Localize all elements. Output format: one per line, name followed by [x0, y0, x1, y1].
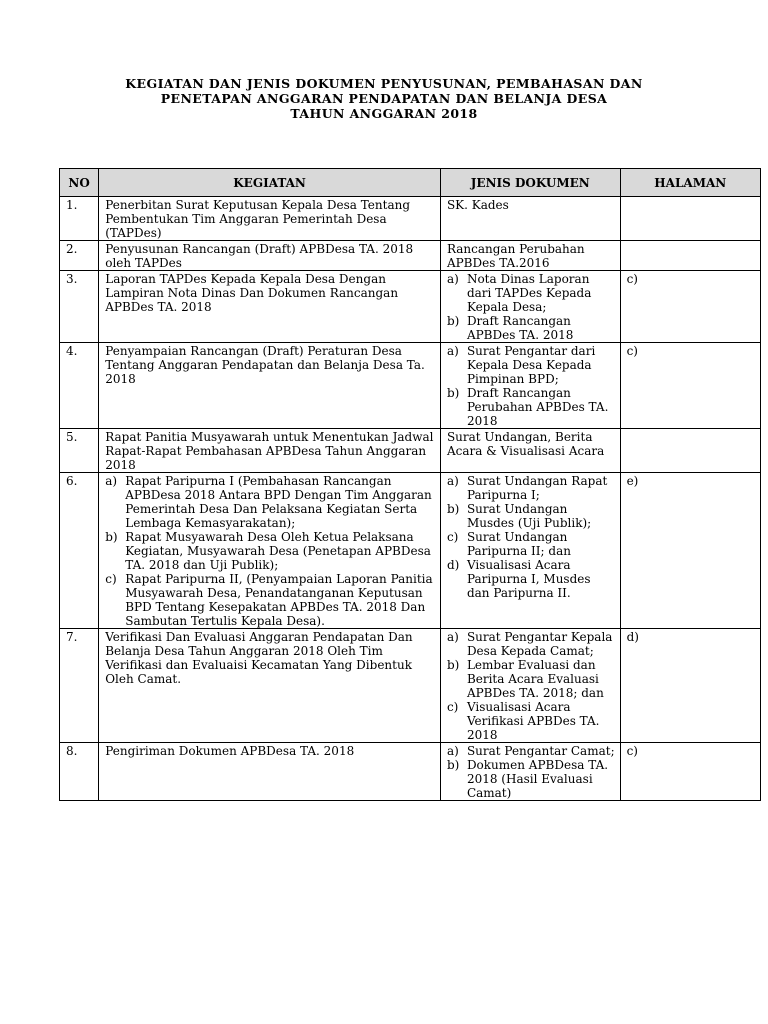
- list-marker: c): [446, 700, 459, 714]
- table-row: [60, 343, 761, 429]
- jenis-list: [447, 272, 616, 342]
- list-marker: a): [446, 344, 459, 358]
- list-item-text: Rapat Paripurna II, (Penyampaian Laporan Panitia Musyawarah Desa, Penandatanganan Keputusan BPD Tentang Kesepakatan APBDes TA. 2018 Dan Sambutan Tertulis Kepala Desa).: [125, 572, 433, 628]
- row-no: 4.: [60, 343, 99, 429]
- row-jenis-dokumen: SK. Kades: [440, 197, 620, 241]
- row-halaman: [620, 197, 760, 241]
- kegiatan-list: [105, 474, 436, 628]
- list-item-text: Visualisasi Acara Verifikasi APBDes TA. 2018: [466, 700, 600, 742]
- list-item: [447, 744, 616, 758]
- list-marker: b): [446, 658, 460, 672]
- list-item-text: Surat Undangan Musdes (Uji Publik);: [466, 502, 592, 530]
- jenis-list: [447, 344, 616, 428]
- row-no: 3.: [60, 271, 99, 343]
- row-halaman: d): [620, 629, 760, 743]
- row-halaman: e): [620, 473, 760, 629]
- list-item: [447, 474, 616, 502]
- list-item-text: Surat Undangan Paripurna II; dan: [466, 530, 571, 558]
- list-item: [105, 474, 436, 530]
- table-row: [60, 429, 761, 473]
- list-item: [447, 630, 616, 658]
- list-item-text: Rapat Musyawarah Desa Oleh Ketua Pelaksana Kegiatan, Musyawarah Desa (Penetapan APBDesa TA. 2018 dan Uji Publik);: [125, 530, 431, 572]
- list-marker: b): [446, 502, 460, 516]
- table-header-row: [60, 169, 761, 197]
- row-halaman: c): [620, 271, 760, 343]
- jenis-list: [447, 474, 616, 600]
- list-marker: d): [446, 558, 460, 572]
- table-row: [60, 197, 761, 241]
- header-no: NO: [60, 169, 99, 197]
- row-kegiatan: Laporan TAPDes Kepada Kepala Desa Dengan Lampiran Nota Dinas Dan Dokumen Rancangan APBDes TA. 2018: [99, 271, 441, 343]
- table-row: [60, 629, 761, 743]
- title-line-3: TAHUN ANGGARAN 2018: [290, 106, 478, 121]
- list-item: [447, 700, 616, 742]
- table-row: [60, 271, 761, 343]
- list-marker: c): [446, 530, 459, 544]
- row-no: 7.: [60, 629, 99, 743]
- jenis-list: [447, 630, 616, 742]
- list-item: [105, 530, 436, 572]
- list-item: [447, 386, 616, 428]
- row-kegiatan: Penyusunan Rancangan (Draft) APBDesa TA. 2018 oleh TAPDes: [99, 241, 441, 271]
- row-jenis-dokumen: [440, 743, 620, 801]
- header-kegiatan: KEGIATAN: [99, 169, 441, 197]
- list-marker: b): [105, 530, 118, 544]
- row-halaman: [620, 429, 760, 473]
- list-item: [447, 658, 616, 700]
- row-no: 2.: [60, 241, 99, 271]
- document-title: [0, 76, 768, 121]
- row-no: 6.: [60, 473, 99, 629]
- list-item-text: Lembar Evaluasi dan Berita Acara Evaluasi APBDes TA. 2018; dan: [466, 658, 604, 700]
- list-item-text: Surat Pengantar Kepala Desa Kepada Camat;: [466, 630, 613, 658]
- list-item: [447, 344, 616, 386]
- jenis-list: [447, 744, 616, 800]
- title-line-1: KEGIATAN DAN JENIS DOKUMEN PENYUSUNAN, PEMBAHASAN DAN: [125, 76, 643, 91]
- list-item: [447, 272, 616, 314]
- row-halaman: [620, 241, 760, 271]
- list-marker: b): [446, 314, 460, 328]
- row-jenis-dokumen: [440, 271, 620, 343]
- list-item-text: Surat Pengantar Camat;: [466, 744, 615, 758]
- row-no: 1.: [60, 197, 99, 241]
- row-kegiatan: Pengiriman Dokumen APBDesa TA. 2018: [99, 743, 441, 801]
- list-marker: b): [446, 386, 460, 400]
- row-no: 8.: [60, 743, 99, 801]
- list-item-text: Draft Rancangan Perubahan APBDes TA. 2018: [466, 386, 609, 428]
- list-item-text: Draft Rancangan APBDes TA. 2018: [466, 314, 574, 342]
- row-halaman: c): [620, 743, 760, 801]
- list-marker: b): [446, 758, 460, 772]
- list-item-text: Visualisasi Acara Paripurna I, Musdes dan Paripurna II.: [466, 558, 591, 600]
- row-no: 5.: [60, 429, 99, 473]
- header-jenis-dokumen: JENIS DOKUMEN: [440, 169, 620, 197]
- list-item: [447, 314, 616, 342]
- row-jenis-dokumen: Rancangan Perubahan APBDes TA.2016: [440, 241, 620, 271]
- row-kegiatan: [99, 473, 441, 629]
- table-row: [60, 743, 761, 801]
- row-jenis-dokumen: [440, 473, 620, 629]
- list-marker: a): [446, 474, 459, 488]
- title-line-2: PENETAPAN ANGGARAN PENDAPATAN DAN BELANJA DESA: [160, 91, 608, 106]
- header-halaman: HALAMAN: [620, 169, 760, 197]
- row-jenis-dokumen: Surat Undangan, Berita Acara & Visualisasi Acara: [440, 429, 620, 473]
- row-kegiatan: Penerbitan Surat Keputusan Kepala Desa Tentang Pembentukan Tim Anggaran Pemerintah Desa (TAPDes): [99, 197, 441, 241]
- list-item: [447, 558, 616, 600]
- list-marker: a): [446, 744, 459, 758]
- list-item-text: Nota Dinas Laporan dari TAPDes Kepada Kepala Desa;: [466, 272, 592, 314]
- list-item: [105, 572, 436, 628]
- list-marker: a): [446, 630, 459, 644]
- row-jenis-dokumen: [440, 343, 620, 429]
- row-halaman: c): [620, 343, 760, 429]
- list-marker: c): [105, 572, 117, 586]
- list-item: [447, 530, 616, 558]
- list-marker: a): [446, 272, 459, 286]
- activities-table: [59, 168, 761, 801]
- list-item-text: Rapat Paripurna I (Pembahasan Rancangan APBDesa 2018 Antara BPD Dengan Tim Anggaran Pemerintah Desa Dan Pelaksana Kegiatan Serta Lembaga Kemasyarakatan);: [125, 474, 432, 530]
- row-kegiatan: Rapat Panitia Musyawarah untuk Menentukan Jadwal Rapat-Rapat Pembahasan APBDesa Tahun Anggaran 2018: [99, 429, 441, 473]
- list-item: [447, 758, 616, 800]
- table-row: [60, 241, 761, 271]
- list-item-text: Dokumen APBDesa TA. 2018 (Hasil Evaluasi Camat): [466, 758, 609, 800]
- row-kegiatan: Verifikasi Dan Evaluasi Anggaran Pendapatan Dan Belanja Desa Tahun Anggaran 2018 Oleh Tim Verifikasi dan Evaluaisi Kecamatan Yang Dibentuk Oleh Camat.: [99, 629, 441, 743]
- list-item: [447, 502, 616, 530]
- list-marker: a): [105, 474, 118, 488]
- list-item-text: Surat Pengantar dari Kepala Desa Kepada Pimpinan BPD;: [466, 344, 596, 386]
- table-row: [60, 473, 761, 629]
- list-item-text: Surat Undangan Rapat Paripurna I;: [466, 474, 608, 502]
- row-kegiatan: Penyampaian Rancangan (Draft) Peraturan Desa Tentang Anggaran Pendapatan dan Belanja Desa Ta. 2018: [99, 343, 441, 429]
- row-jenis-dokumen: [440, 629, 620, 743]
